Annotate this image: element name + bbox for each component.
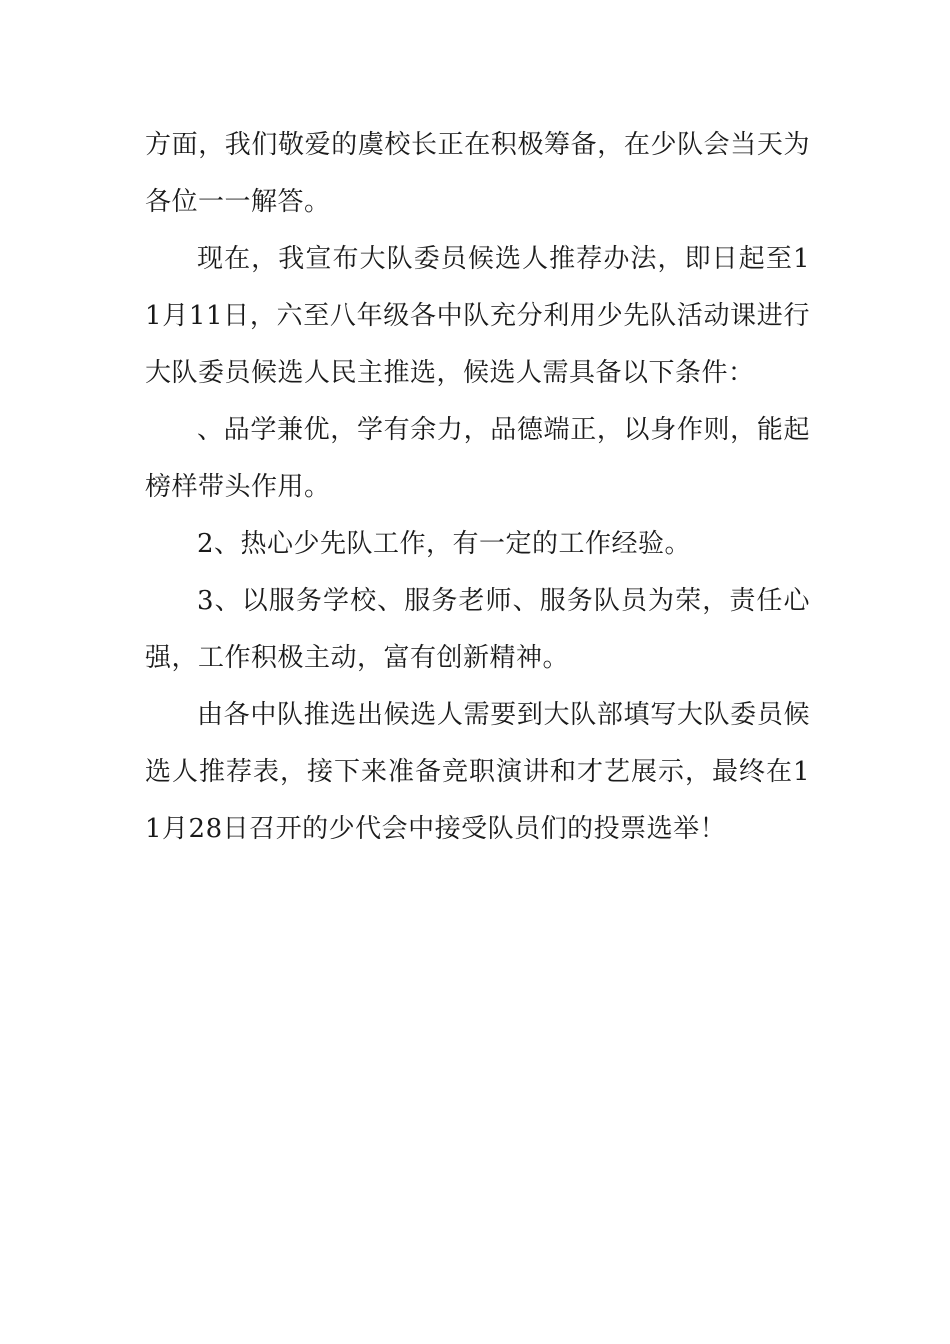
paragraph-continuation: 方面，我们敬爱的虞校长正在积极筹备，在少队会当天为各位一一解答。 xyxy=(145,130,810,217)
paragraph-condition-2: 2、热心少先队工作，有一定的工作经验。 xyxy=(197,529,692,559)
paragraph-condition-1: 、品学兼优，学有余力，品德端正，以身作则，能起榜样带头作用。 xyxy=(145,415,810,502)
paragraph-condition-3: 3、以服务学校、服务老师、服务队员为荣，责任心强，工作积极主动，富有创新精神。 xyxy=(145,586,810,673)
document-body xyxy=(145,117,810,858)
paragraph-nomination-method: 现在，我宣布大队委员候选人推荐办法，即日起至11月11日，六至八年级各中队充分利用少先队活动课进行大队委员候选人民主推选，候选人需具备以下条件： xyxy=(145,244,810,388)
paragraph-election-process: 由各中队推选出候选人需要到大队部填写大队委员候选人推荐表，接下来准备竞职演讲和才艺展示，最终在11月28日召开的少代会中接受队员们的投票选举！ xyxy=(145,700,810,844)
